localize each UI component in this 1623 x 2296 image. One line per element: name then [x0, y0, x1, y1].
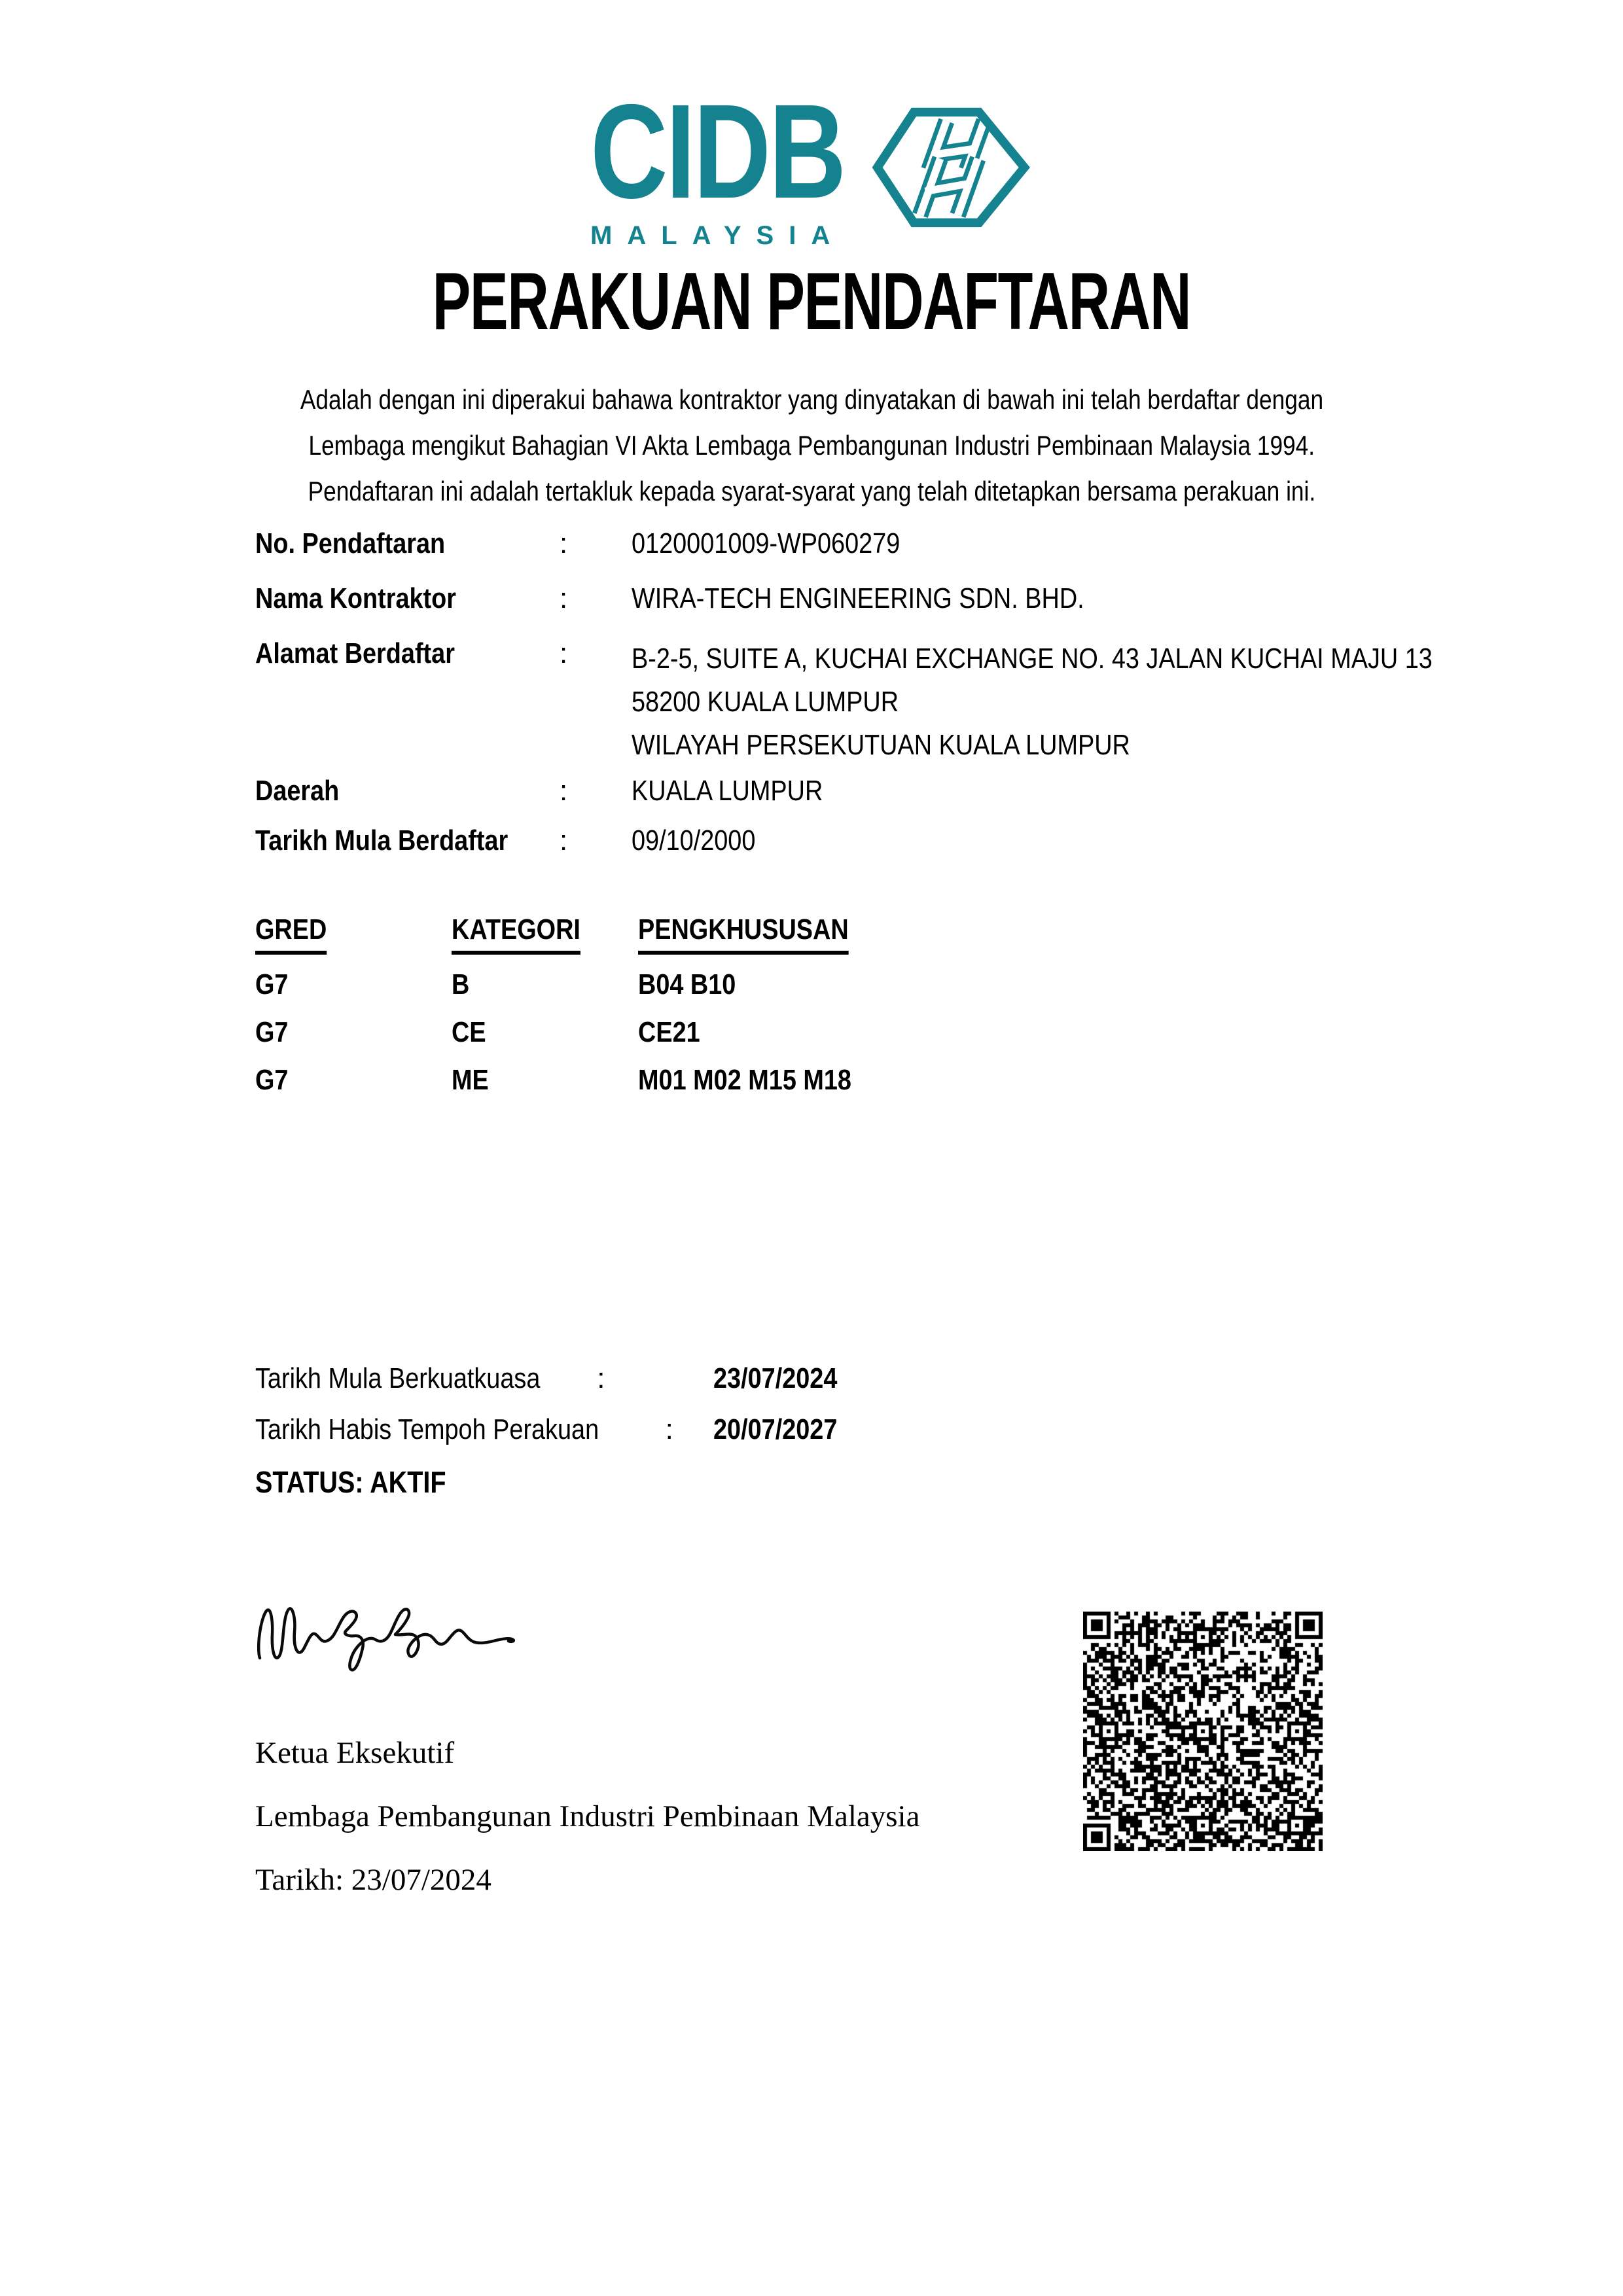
intro-line: Adalah dengan ini diperakui bahawa kontraktor yang dinyatakan di bawah ini telah berdaftar dengan: [300, 384, 1323, 415]
validity-label: Tarikh Habis Tempoh Perakuan: [255, 1413, 599, 1445]
field-value: WIRA-TECH ENGINEERING SDN. BHD.: [632, 582, 1084, 614]
field-row-tarikh-mula-berdaftar: [255, 824, 1564, 857]
field-row-daerah: [255, 775, 1564, 807]
field-value: KUALA LUMPUR: [632, 775, 823, 807]
category-cell: ME: [452, 1064, 489, 1096]
field-value: 09/10/2000: [632, 824, 756, 857]
field-label: No. Pendaftaran: [255, 527, 446, 559]
colon: :: [560, 582, 568, 614]
grade-table-header: GRED: [255, 913, 327, 955]
grade-table-header: KATEGORI: [452, 913, 580, 955]
signature-scribble: [251, 1594, 532, 1692]
grade-table-row: [255, 1064, 1368, 1097]
grade-table-row: [255, 1016, 1368, 1049]
signatory-title: Ketua Eksekutif: [255, 1736, 455, 1770]
colon: :: [560, 775, 568, 807]
intro-line: Pendaftaran ini adalah tertakluk kepada syarat-syarat yang telah ditetapkan bersama perakuan ini.: [308, 476, 1315, 506]
issue-date: Tarikh: 23/07/2024: [255, 1863, 491, 1897]
status-badge: STATUS: AKTIF: [255, 1465, 446, 1499]
field-row-nama-kontraktor: [255, 582, 1564, 615]
validity-row-start-date: [255, 1362, 1237, 1395]
page-title: PERAKUAN PENDAFTARAN: [432, 256, 1191, 347]
validity-row-expiry-date: [255, 1413, 1237, 1446]
field-label: Alamat Berdaftar: [255, 637, 455, 669]
address-line: B-2-5, SUITE A, KUCHAI EXCHANGE NO. 43 JALAN KUCHAI MAJU 13: [632, 643, 1433, 675]
cidb-brand-text: CIDB: [590, 77, 845, 226]
colon: :: [560, 637, 568, 669]
address-line: WILAYAH PERSEKUTUAN KUALA LUMPUR: [632, 729, 1130, 761]
validity-value: 23/07/2024: [713, 1362, 838, 1394]
field-label: Daerah: [255, 775, 340, 807]
colon: :: [597, 1362, 605, 1394]
colon: :: [560, 824, 568, 857]
grade-table-header: PENGKHUSUSAN: [638, 913, 849, 955]
colon: :: [560, 527, 568, 559]
cidb-logo: [590, 77, 1033, 251]
qr-code: [1083, 1612, 1323, 1851]
grade-table-header-row: [255, 913, 1368, 955]
category-cell: B: [452, 968, 470, 1000]
field-label: Tarikh Mula Berdaftar: [255, 824, 508, 857]
colon: :: [665, 1413, 673, 1445]
address-line: 58200 KUALA LUMPUR: [632, 686, 899, 718]
validity-label: Tarikh Mula Berkuatkuasa: [255, 1362, 541, 1394]
grade-table-row: [255, 968, 1368, 1001]
footer-block: [255, 1735, 919, 1926]
grade-cell: G7: [255, 968, 289, 1000]
cidb-logo-text: [590, 77, 851, 251]
cidb-hexagon-icon: [868, 103, 1033, 229]
specialization-cell: B04 B10: [638, 968, 736, 1000]
field-label: Nama Kontraktor: [255, 582, 456, 614]
specialization-cell: CE21: [638, 1016, 700, 1048]
intro-line: Lembaga mengikut Bahagian VI Akta Lembaga Pembangunan Industri Pembinaan Malaysia 1994.: [308, 430, 1315, 461]
grade-cell: G7: [255, 1064, 289, 1096]
field-value: 0120001009-WP060279: [632, 527, 901, 559]
organization-name: Lembaga Pembangunan Industri Pembinaan Malaysia: [255, 1799, 920, 1833]
validity-value: 20/07/2027: [713, 1413, 838, 1445]
field-row-alamat-berdaftar: [255, 637, 1564, 767]
cidb-brand-subtitle: MALAYSIA: [590, 221, 846, 250]
specialization-cell: M01 M02 M15 M18: [638, 1064, 851, 1096]
field-row-no-pendaftaran: [255, 527, 1564, 560]
grade-cell: G7: [255, 1016, 289, 1048]
intro-paragraph: [0, 377, 1623, 514]
category-cell: CE: [452, 1016, 486, 1048]
